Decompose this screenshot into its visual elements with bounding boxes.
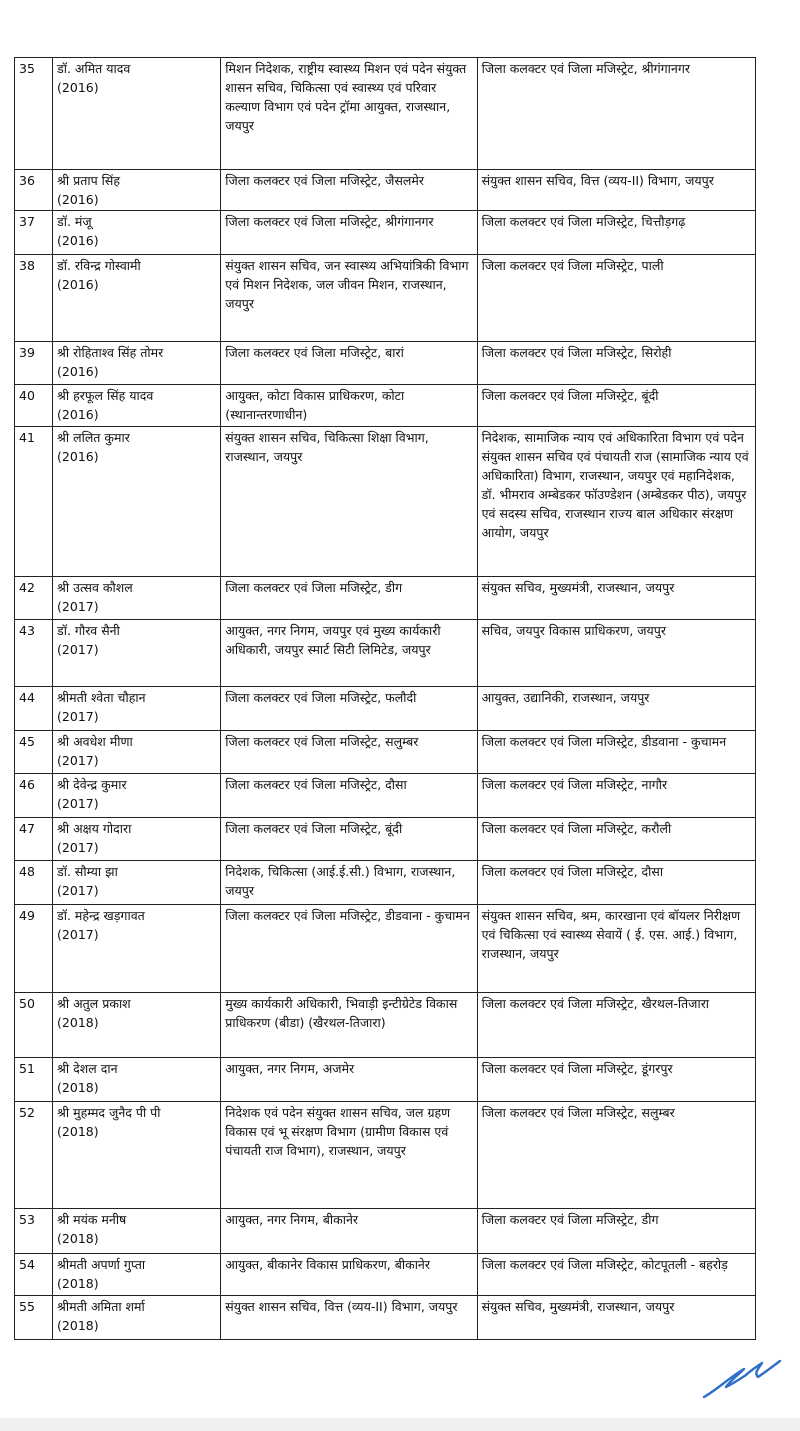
batch-year: (2017) [57,883,99,898]
name-text: श्री ललित कुमार [57,430,130,445]
serial-number: 45 [15,731,53,774]
serial-number: 49 [15,905,53,993]
officer-name [53,905,221,993]
batch-year: (2018) [57,1015,99,1030]
batch-year: (2016) [57,192,99,207]
name-text: श्री अतुल प्रकाश [57,996,131,1011]
table-row [15,774,756,818]
current-posting: जिला कलक्टर एवं जिला मजिस्ट्रेट, डीडवाना - कुचामन [221,905,477,993]
officer-name [53,861,221,905]
table-row [15,993,756,1058]
officer-name [53,342,221,385]
table-row [15,577,756,620]
name-text: श्रीमती श्वेता चौहान [57,690,146,705]
new-posting: जिला कलक्टर एवं जिला मजिस्ट्रेट, चित्तौड़गढ़ [477,211,755,255]
officer-name [53,58,221,170]
table-row [15,620,756,687]
batch-year: (2016) [57,277,99,292]
name-text: श्री मुहम्मद जुनैद पी पी [57,1105,161,1120]
officer-name [53,687,221,731]
name-text: डॉ. अमित यादव [57,61,131,76]
new-posting: जिला कलक्टर एवं जिला मजिस्ट्रेट, डीडवाना - कुचामन [477,731,755,774]
new-posting: जिला कलक्टर एवं जिला मजिस्ट्रेट, कोटपूतली - बहरोड़ [477,1254,755,1296]
table-row [15,427,756,577]
officer-name [53,385,221,427]
officer-name [53,620,221,687]
officer-name [53,774,221,818]
new-posting: जिला कलक्टर एवं जिला मजिस्ट्रेट, नागौर [477,774,755,818]
batch-year: (2016) [57,233,99,248]
table-row [15,1296,756,1340]
name-text: डॉ. महेन्द्र खड़गावत [57,908,145,923]
name-text: डॉ. सौम्या झा [57,864,118,879]
serial-number: 47 [15,818,53,861]
batch-year: (2018) [57,1276,99,1291]
batch-year: (2016) [57,449,99,464]
officer-name [53,255,221,342]
serial-number: 42 [15,577,53,620]
current-posting: आयुक्त, नगर निगम, जयपुर एवं मुख्य कार्यकारी अधिकारी, जयपुर स्मार्ट सिटी लिमिटेड, जयपुर [221,620,477,687]
table-row [15,385,756,427]
officer-name [53,1102,221,1209]
serial-number: 43 [15,620,53,687]
batch-year: (2017) [57,796,99,811]
name-text: श्री रोहिताश्व सिंह तोमर [57,345,164,360]
serial-number: 39 [15,342,53,385]
current-posting: जिला कलक्टर एवं जिला मजिस्ट्रेट, डीग [221,577,477,620]
new-posting: जिला कलक्टर एवं जिला मजिस्ट्रेट, डूंगरपुर [477,1058,755,1102]
serial-number: 37 [15,211,53,255]
table-row [15,1058,756,1102]
current-posting: आयुक्त, नगर निगम, बीकानेर [221,1209,477,1254]
name-text: श्री अक्षय गोदारा [57,821,132,836]
batch-year: (2016) [57,80,99,95]
batch-year: (2018) [57,1124,99,1139]
new-posting: जिला कलक्टर एवं जिला मजिस्ट्रेट, सलुम्बर [477,1102,755,1209]
name-text: श्री अवधेश मीणा [57,734,133,749]
batch-year: (2017) [57,753,99,768]
batch-year: (2017) [57,599,99,614]
table-row [15,1254,756,1296]
table-row [15,170,756,211]
officer-name [53,993,221,1058]
batch-year: (2016) [57,407,99,422]
current-posting: संयुक्त शासन सचिव, जन स्वास्थ्य अभियांत्रिकी विभाग एवं मिशन निदेशक, जल जीवन मिशन, राजस्थान, जयपुर [221,255,477,342]
current-posting: जिला कलक्टर एवं जिला मजिस्ट्रेट, बारां [221,342,477,385]
serial-number: 53 [15,1209,53,1254]
current-posting: संयुक्त शासन सचिव, चिकित्सा शिक्षा विभाग, राजस्थान, जयपुर [221,427,477,577]
new-posting: सचिव, जयपुर विकास प्राधिकरण, जयपुर [477,620,755,687]
current-posting: आयुक्त, कोटा विकास प्राधिकरण, कोटा (स्थानान्तरणाधीन) [221,385,477,427]
current-posting: जिला कलक्टर एवं जिला मजिस्ट्रेट, श्रीगंगानगर [221,211,477,255]
batch-year: (2018) [57,1231,99,1246]
name-text: डॉ. रविन्द्र गोस्वामी [57,258,141,273]
name-text: डॉ. मंजू [57,214,92,229]
officer-name [53,427,221,577]
officer-name [53,1254,221,1296]
officer-name [53,577,221,620]
officer-name [53,170,221,211]
serial-number: 36 [15,170,53,211]
signature-stroke [704,1361,780,1397]
table-row [15,1102,756,1209]
serial-number: 38 [15,255,53,342]
batch-year: (2017) [57,709,99,724]
table-row [15,905,756,993]
table-row [15,818,756,861]
officer-table [14,57,756,1340]
batch-year: (2017) [57,642,99,657]
current-posting: जिला कलक्टर एवं जिला मजिस्ट्रेट, दौसा [221,774,477,818]
table-row [15,211,756,255]
name-text: श्री हरफूल सिंह यादव [57,388,154,403]
officer-name [53,731,221,774]
transfer-order-table [14,57,756,1340]
table-body [15,58,756,1340]
current-posting: जिला कलक्टर एवं जिला मजिस्ट्रेट, बूंदी [221,818,477,861]
new-posting: जिला कलक्टर एवं जिला मजिस्ट्रेट, श्रीगंगानगर [477,58,755,170]
serial-number: 41 [15,427,53,577]
officer-name [53,818,221,861]
current-posting: निदेशक, चिकित्सा (आई.ई.सी.) विभाग, राजस्थान, जयपुर [221,861,477,905]
name-text: श्रीमती अमिता शर्मा [57,1299,145,1314]
name-text: श्री देशल दान [57,1061,118,1076]
batch-year: (2016) [57,364,99,379]
new-posting: संयुक्त शासन सचिव, श्रम, कारखाना एवं बॉयलर निरीक्षण एवं चिकित्सा एवं स्वास्थ्य सेवायें ( ई. एस. आई.) विभाग, राजस्थान, जयपुर [477,905,755,993]
current-posting: आयुक्त, बीकानेर विकास प्राधिकरण, बीकानेर [221,1254,477,1296]
serial-number: 44 [15,687,53,731]
current-posting: मिशन निदेशक, राष्ट्रीय स्वास्थ्य मिशन एवं पदेन संयुक्त शासन सचिव, चिकित्सा एवं स्वास्थ्य एवं परिवार कल्याण विभाग एवं पदेन ट्रॉमा आयुक्त, राजस्थान, जयपुर [221,58,477,170]
current-posting: आयुक्त, नगर निगम, अजमेर [221,1058,477,1102]
table-row [15,1209,756,1254]
officer-name [53,1296,221,1340]
new-posting: संयुक्त सचिव, मुख्यमंत्री, राजस्थान, जयपुर [477,577,755,620]
batch-year: (2017) [57,927,99,942]
table-row [15,255,756,342]
name-text: श्रीमती अपर्णा गुप्ता [57,1257,146,1272]
serial-number: 48 [15,861,53,905]
name-text: श्री उत्सव कौशल [57,580,133,595]
new-posting: जिला कलक्टर एवं जिला मजिस्ट्रेट, डीग [477,1209,755,1254]
current-posting: निदेशक एवं पदेन संयुक्त शासन सचिव, जल ग्रहण विकास एवं भू संरक्षण विभाग (ग्रामीण विकास एवं पंचायती राज विभाग), राजस्थान, जयपुर [221,1102,477,1209]
new-posting: जिला कलक्टर एवं जिला मजिस्ट्रेट, पाली [477,255,755,342]
batch-year: (2018) [57,1318,99,1333]
officer-name [53,1209,221,1254]
current-posting: संयुक्त शासन सचिव, वित्त (व्यय-II) विभाग, जयपुर [221,1296,477,1340]
new-posting: जिला कलक्टर एवं जिला मजिस्ट्रेट, दौसा [477,861,755,905]
table-row [15,687,756,731]
serial-number: 40 [15,385,53,427]
serial-number: 50 [15,993,53,1058]
table-row [15,731,756,774]
new-posting: संयुक्त सचिव, मुख्यमंत्री, राजस्थान, जयपुर [477,1296,755,1340]
name-text: श्री देवेन्द्र कुमार [57,777,127,792]
batch-year: (2018) [57,1080,99,1095]
batch-year: (2017) [57,840,99,855]
name-text: डॉ. गौरव सैनी [57,623,120,638]
current-posting: जिला कलक्टर एवं जिला मजिस्ट्रेट, सलुम्बर [221,731,477,774]
serial-number: 52 [15,1102,53,1209]
serial-number: 46 [15,774,53,818]
table-row [15,342,756,385]
officer-name [53,1058,221,1102]
table-row [15,58,756,170]
current-posting: जिला कलक्टर एवं जिला मजिस्ट्रेट, फलौदी [221,687,477,731]
serial-number: 51 [15,1058,53,1102]
signature-mark [700,1355,784,1401]
new-posting: जिला कलक्टर एवं जिला मजिस्ट्रेट, खैरथल-तिजारा [477,993,755,1058]
serial-number: 35 [15,58,53,170]
new-posting: निदेशक, सामाजिक न्याय एवं अधिकारिता विभाग एवं पदेन संयुक्त शासन सचिव एवं पंचायती राज (सामाजिक न्याय एवं अधिकारिता) विभाग, राजस्थान, जयपुर एवं महानिदेशक, डॉ. भीमराव अम्बेडकर फॉउण्डेशन (अम्बेडकर पीठ), जयपुर एवं सदस्य सचिव, राजस्थान राज्य बाल अधिकार संरक्षण आयोग, जयपुर [477,427,755,577]
serial-number: 54 [15,1254,53,1296]
name-text: श्री प्रताप सिंह [57,173,120,188]
name-text: श्री मयंक मनीष [57,1212,127,1227]
current-posting: मुख्य कार्यकारी अधिकारी, भिवाड़ी इन्टीग्रेटेड विकास प्राधिकरण (बीडा) (खैरथल-तिजारा) [221,993,477,1058]
new-posting: आयुक्त, उद्यानिकी, राजस्थान, जयपुर [477,687,755,731]
new-posting: संयुक्त शासन सचिव, वित्त (व्यय-II) विभाग, जयपुर [477,170,755,211]
bottom-strip [0,1418,800,1431]
table-row [15,861,756,905]
officer-name [53,211,221,255]
new-posting: जिला कलक्टर एवं जिला मजिस्ट्रेट, करौली [477,818,755,861]
new-posting: जिला कलक्टर एवं जिला मजिस्ट्रेट, सिरोही [477,342,755,385]
new-posting: जिला कलक्टर एवं जिला मजिस्ट्रेट, बूंदी [477,385,755,427]
current-posting: जिला कलक्टर एवं जिला मजिस्ट्रेट, जैसलमेर [221,170,477,211]
serial-number: 55 [15,1296,53,1340]
